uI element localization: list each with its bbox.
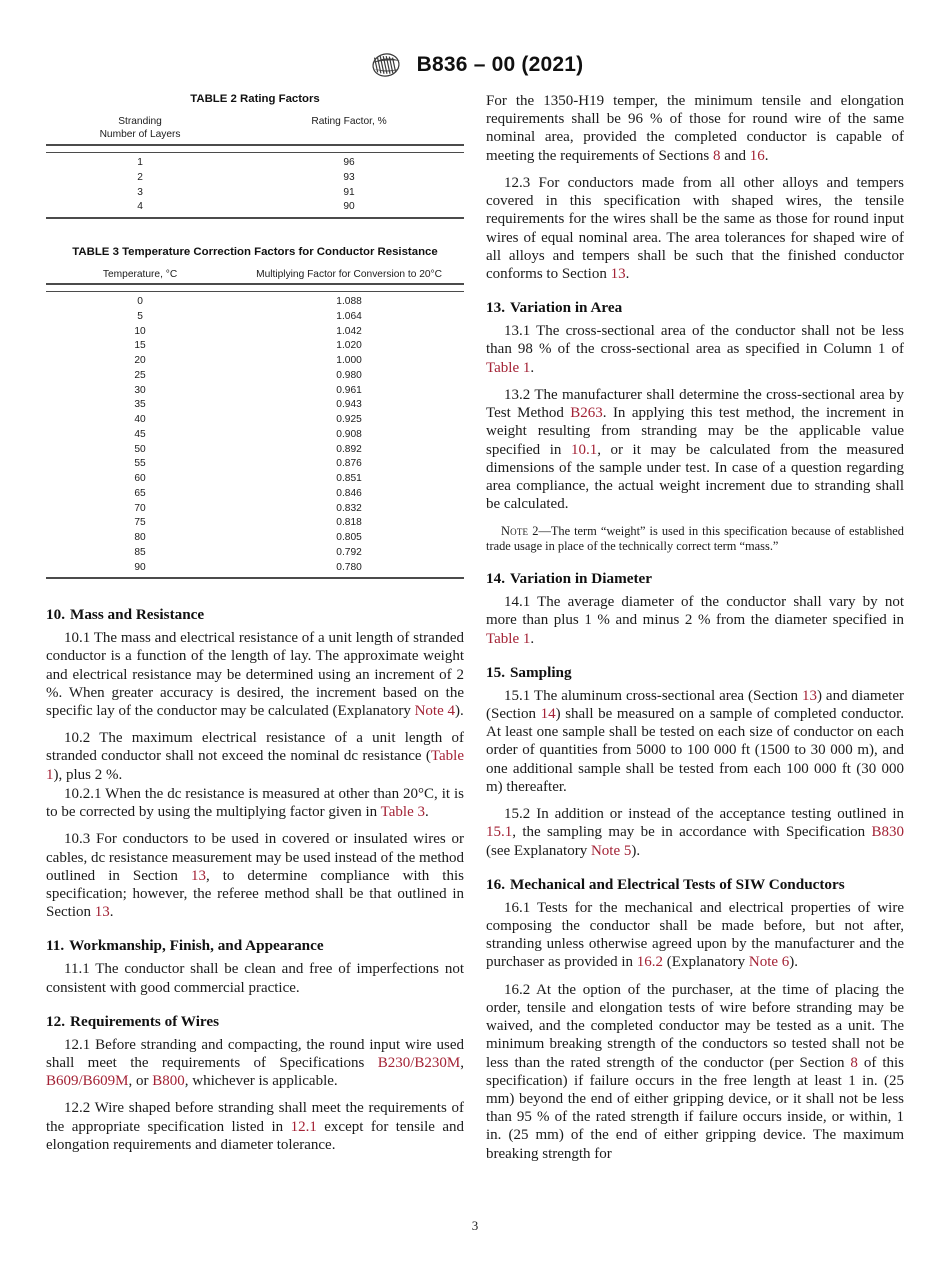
paragraph-text-tail: ) shall be measured on a sample of completed conductor. At least one sample shall be tested on each size of conductor on each order of quantities from 5000 to 100 000 ft (1500 to 30 000 m), and one additional sample shall be tested from each 100 000 ft (30 000 m) thereafter. [486,706,904,795]
cell-layers: 1 [137,157,143,169]
cell-factor: 0.832 [336,502,362,514]
section-heading-10 [46,605,464,624]
cell-rating: 90 [343,201,355,213]
section-title: Mechanical and Electrical Tests of SIW Conductors [509,875,845,893]
cell-layers: 2 [137,171,143,183]
paragraph-text: 15.1 The aluminum cross-sectional area (Section [504,687,802,704]
cell-factor: 1.088 [336,296,362,308]
table-3-col2-header: Multiplying Factor for Conversion to 20°C [234,265,464,284]
paragraph-text-tail: , whichever is applicable. [184,1073,338,1090]
paragraph-text: 14.1 The average diameter of the conductor shall vary by not more than plus 1 % and minus 2 % from the diameter specified in [486,594,904,629]
section-number: 13. [486,299,505,317]
cell-factor: 0.846 [336,487,362,499]
paragraph-12-1 [46,1036,464,1091]
xref-section-14[interactable]: 14 [540,706,556,722]
xref-spec-b230[interactable]: B230/B230M [377,1055,461,1072]
paragraph-text-tail: . [109,904,114,921]
paragraph-12-3 [486,174,904,283]
xref-spec-b800[interactable]: B800 [152,1073,185,1090]
table-row [46,185,464,200]
xref-10-1[interactable]: 10.1 [570,441,598,458]
table-row [46,560,464,578]
paragraph-text-tail: . [764,147,769,164]
paragraph-text: 12.2 Wire shaped before stranding shall meet the requirements of the appropriate specification listed in [46,1100,464,1135]
xref-note-6[interactable]: Note 6 [748,954,790,971]
table-row [46,292,464,310]
paragraph-13-1 [486,322,904,377]
cell-temperature: 10 [134,325,146,337]
xref-table-3[interactable]: Table 3 [380,804,426,821]
xref-section-8[interactable]: 8 [713,147,721,164]
cell-factor: 0.908 [336,428,362,440]
cell-temperature: 45 [134,428,146,440]
table-row [46,339,464,354]
document-designation: B836 – 00 (2021) [416,53,584,76]
cell-temperature: 80 [134,532,146,544]
table-row [46,153,464,171]
cell-temperature: 90 [134,561,146,573]
paragraph-12-2-continuation [486,92,904,165]
section-heading-11 [46,936,464,955]
table-row [46,516,464,531]
paragraph-text-mid: , [460,1055,464,1072]
xref-note-4[interactable]: Note 4 [414,702,456,719]
cell-factor: 1.064 [336,310,362,322]
paragraph-10-1 [46,629,464,720]
xref-table-1[interactable]: Table 1 [486,630,531,647]
cell-layers: 4 [137,201,143,213]
paragraph-12-2 [46,1099,464,1154]
right-column [486,92,904,1164]
paragraph-text-mid: , the sampling may be in accordance with Specification [512,824,872,841]
paragraph-text-tail: ). [455,702,464,719]
page-number: 3 [471,1218,479,1233]
cell-temperature: 25 [134,369,146,381]
paragraph-text: 16.2 At the option of the purchaser, at the time of placing the order, tensile and elongation tests of wire before stranding may be waived, and the completed conductor may be tested as a unit. The minimum breaking strength of the conductors so tested shall not be less than the rated strength of the conductor (per Section [486,981,904,1071]
xref-section-13[interactable]: 13 [801,687,817,704]
note-label: Note [501,524,529,539]
table-3-col1-header: Temperature, °C [46,265,234,284]
table-row [46,471,464,486]
note-body: 2—The term “weight” is used in this specification because of established trade usage in place of the technically correct term “mass.” [486,524,904,554]
table-row [46,501,464,516]
paragraph-text: 13.2 The manufacturer shall determine the cross-sectional area by Test Method [486,386,904,422]
xref-table-1[interactable]: Table 1 [486,359,531,376]
table-2 [46,112,464,219]
section-number: 10. [46,606,65,624]
section-title: Variation in Diameter [509,570,652,588]
cell-rating: 96 [343,157,355,169]
section-number: 16. [486,875,505,893]
cell-temperature: 0 [137,296,143,308]
paragraph-10-3 [46,830,464,921]
cell-factor: 0.805 [336,532,362,544]
table-row [46,170,464,185]
cell-temperature: 50 [134,443,146,455]
cell-temperature: 55 [134,458,146,470]
table-row [46,530,464,545]
section-number: 14. [486,570,505,588]
table-row [46,200,464,218]
note-2 [486,524,904,554]
paragraph-10-2 [46,729,464,784]
section-heading-15 [486,663,904,682]
paragraph-text-mid: (Explanatory [663,954,749,971]
document-header [0,50,950,80]
section-number: 15. [486,663,505,681]
cell-rating: 91 [343,186,355,198]
table-row [46,309,464,324]
cell-factor: 0.780 [336,561,362,573]
paragraph-10-2-1 [46,785,464,821]
paragraph-text-mid2: (see Explanatory [486,842,591,859]
section-title: Sampling [509,663,572,681]
section-title: Requirements of Wires [69,1012,220,1030]
table-row [46,486,464,501]
xref-16-2[interactable]: 16.2 [636,954,664,971]
table-2-caption: TABLE 2 Rating Factors [190,93,320,105]
paragraph-text: 13.1 The cross-sectional area of the conductor shall not be less than 98 % of the cross-sectional area as specified in Column 1 of [486,323,904,358]
paragraph-text-mid: and [720,147,750,164]
paragraph-text-mid: . In applying this test method, the increment in weight resulting from stranding may be the applicable value specified in [486,405,904,458]
table-row [46,545,464,560]
cell-temperature: 30 [134,384,146,396]
table-row [46,442,464,457]
cell-factor: 0.876 [336,458,362,470]
section-heading-16 [486,875,904,894]
paragraph-text-tail: ), plus 2 %. [53,766,123,783]
cell-factor: 0.980 [336,369,362,381]
xref-15-1[interactable]: 15.1 [486,824,513,841]
cell-temperature: 35 [134,399,146,411]
paragraph-15-2 [486,805,904,860]
paragraph-text-tail: ). [631,842,641,859]
cell-rating: 93 [343,171,355,183]
paragraph-16-1 [486,899,904,972]
cell-factor: 1.020 [336,340,362,352]
paragraph-15-1 [486,687,904,796]
table-3-block [46,245,464,579]
table-row [46,368,464,383]
paragraph-text: 10.3 For conductors to be used in covered or insulated wires or cables, dc resistance measurement may be used instead of the method outlined in Section [46,831,464,884]
table-row [46,412,464,427]
xref-12-1[interactable]: 12.1 [290,1118,317,1135]
table-3-body [46,292,464,579]
cell-factor: 0.792 [336,546,362,558]
paragraph-text-tail: except for tensile and elongation requirements and diameter tolerance. [46,1118,464,1153]
table-row [46,324,464,339]
table-3-caption: TABLE 3 Temperature Correction Factors for Conductor Resistance [72,245,438,258]
left-column [46,92,464,1155]
paragraph-text: 12.1 Before stranding and compacting, the round input wire used shall meet the requirements of Specifications [46,1036,464,1072]
table-3-header [46,265,464,284]
paragraph-text-tail: . [425,804,429,821]
paragraph-text: 12.3 For conductors made from all other alloys and tempers covered in this specification with shaped wires, the tensile requirements for the wires shall be the same as those for round input wires of equal nominal area. The area tolerances for shaped wire of all alloys and tempers shall be such that the finished conductor conforms to Section [486,174,904,282]
xref-section-16[interactable]: 16 [749,147,765,164]
cell-factor: 1.000 [336,355,362,367]
paragraph-11-1: 11.1 The conductor shall be clean and free of imperfections not consistent with good commercial practice. [46,961,464,996]
table-3 [46,265,464,579]
xref-table-1[interactable]: Table 1 [46,748,464,783]
cell-temperature: 5 [137,310,143,322]
table-row [46,353,464,368]
section-title: Mass and Resistance [69,606,205,624]
paragraph-text-tail: , or it may be calculated from the measured dimensions of the sample under test. In case of a question regarding area compliance, the actual weight increment due to stranding shall be calculated. [486,441,904,513]
cell-factor: 0.943 [336,399,362,411]
paragraph-text: 16.1 Tests for the mechanical and electrical properties of wire composing the conductor shall be made before, but not after, stranding unless otherwise agreed upon by the manufacturer and the purchaser as provided in [486,899,904,971]
paragraph-text-tail: of this specification) if failure occurs in the free length at least 1 in. (25 mm) beyond the end of either gripping device, or it shall not be less than 95 % of the rated strength if failure occurs inside, or within, 1 in. (25 mm) of the end of either gripping device. The maximum breaking strength for [486,1054,904,1162]
section-heading-14 [486,569,904,588]
table-2-header [46,112,464,145]
table-row [46,398,464,413]
table-row [46,427,464,442]
astm-logo-icon [367,50,405,80]
paragraph-text: 10.2.1 When the dc resistance is measured at other than 20°C, it is to be corrected by using the multiplying factor given in [46,785,464,821]
xref-note-5[interactable]: Note 5 [590,842,632,859]
cell-temperature: 85 [134,546,146,558]
paragraph-16-2 [486,981,904,1163]
section-number: 11. [46,937,65,955]
table-row [46,383,464,398]
table-2-col1-header-line1: Stranding [118,116,162,128]
cell-factor: 1.042 [336,325,362,337]
xref-section-8[interactable]: 8 [850,1054,858,1071]
paragraph-text-tail: . [530,359,535,376]
paragraph-14-1 [486,593,904,648]
xref-section-13[interactable]: 13 [610,265,626,282]
paragraph-text-mid2: , or [128,1073,153,1090]
cell-factor: 0.961 [336,384,362,396]
table-2-col2-header: Rating Factor, % [234,112,464,145]
cell-temperature: 60 [134,473,146,485]
cell-factor: 0.851 [336,473,362,485]
cell-temperature: 75 [134,517,146,529]
paragraph-text-tail: ). [789,954,799,971]
table-2-block [46,92,464,219]
xref-section-13[interactable]: 13 [190,867,206,884]
paragraph-text: 15.2 In addition or instead of the acceptance testing outlined in [504,806,904,823]
cell-temperature: 70 [134,502,146,514]
cell-factor: 0.818 [336,517,362,529]
paragraph-text-tail: . [530,630,535,647]
table-2-col1-header-line2: Number of Layers [99,129,181,141]
table-row [46,457,464,472]
xref-spec-b609[interactable]: B609/B609M [46,1073,129,1090]
paragraph-text: For the 1350-H19 temper, the minimum tensile and elongation requirements shall be 96 % of those for round wire of the same nominal area, provided the completed conductor is capable of meeting the requirements of Sections [486,93,904,164]
cell-temperature: 40 [134,414,146,426]
paragraph-text-mid: ) and diameter (Section [486,687,905,722]
xref-test-method-b263[interactable]: B263 [570,405,603,422]
section-heading-13 [486,298,904,317]
cell-layers: 3 [137,186,143,198]
paragraph-text: 10.2 The maximum electrical resistance of a unit length of stranded conductor shall not exceed the nominal dc resistance ( [46,730,464,765]
xref-spec-b830[interactable]: B830 [871,824,904,841]
table-2-col1-header [46,112,234,145]
table-2-body [46,153,464,218]
section-number: 12. [46,1012,65,1030]
cell-factor: 0.892 [336,443,362,455]
paragraph-13-2 [486,386,904,514]
section-title: Variation in Area [509,299,623,317]
cell-temperature: 20 [134,355,146,367]
cell-factor: 0.925 [336,414,362,426]
xref-section-13-b[interactable]: 13 [94,904,110,921]
paragraph-text-mid: , to determine compliance with this specification; however, the referee method shall be that outlined in Section [46,867,464,921]
section-title: Workmanship, Finish, and Appearance [69,937,324,955]
cell-temperature: 65 [134,487,146,499]
section-heading-12 [46,1012,464,1031]
cell-temperature: 15 [134,340,146,352]
paragraph-text: 10.1 The mass and electrical resistance of a unit length of stranded conductor is a function of the length of lay. The approximate weight and electrical resistance may be determined using an increment of 2 %. When greater accuracy is desired, the increment based on the specific lay of the conductor may be calculated (Explanatory [46,630,464,719]
paragraph-text-tail: . [625,265,630,282]
